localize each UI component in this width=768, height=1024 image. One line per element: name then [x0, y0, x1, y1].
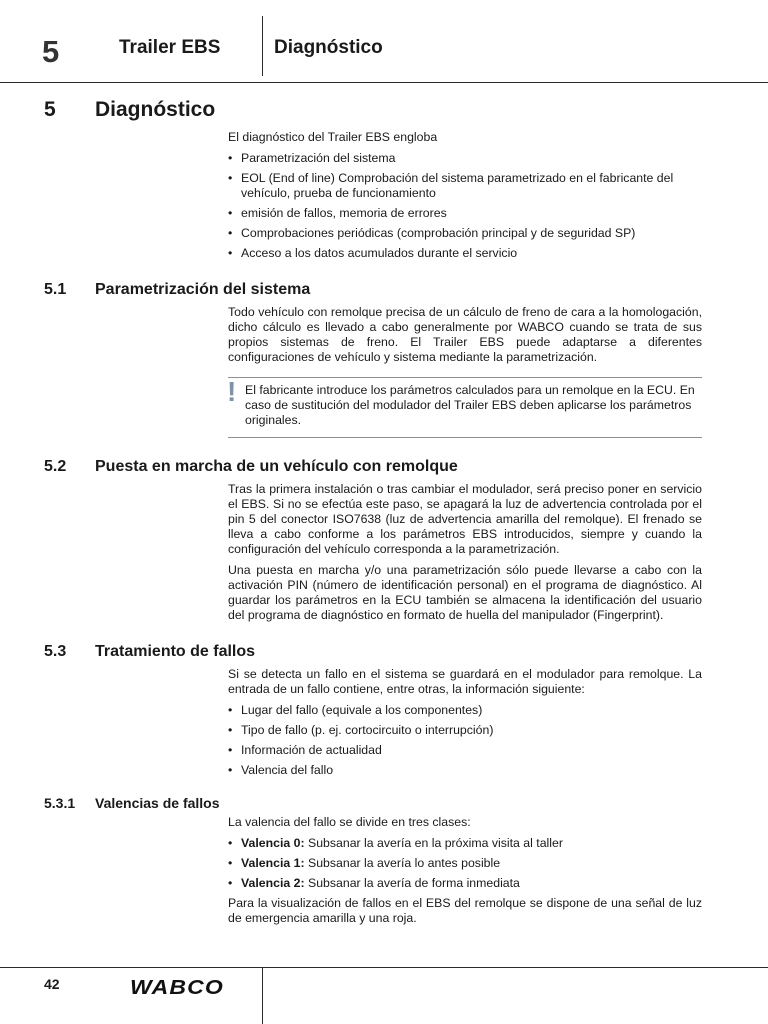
header-product-title: Trailer EBS — [119, 37, 221, 58]
subsection-body — [228, 305, 702, 438]
paragraph: Si se detecta un fallo en el sistema se guardará en el modulador para remolque. La entrada de un fallo contiene, entre otras, la información siguiente: — [228, 667, 702, 696]
header-rule — [0, 82, 768, 83]
bullet-icon: • — [228, 703, 233, 717]
list-item — [228, 856, 702, 871]
subsubsection-title: Valencias de fallos — [95, 795, 220, 811]
subsection-body — [228, 482, 702, 623]
list-item — [228, 743, 702, 758]
subsubsection-body — [228, 815, 702, 926]
subsection-number: 5.1 — [44, 281, 67, 298]
section-title: Diagnóstico — [95, 98, 216, 121]
paragraph: Todo vehículo con remolque precisa de un cálculo de freno de cara a la homologación, dicho cálculo es llevado a cabo generalmente por WABCO cuando se trata de sus propios sistemas de freno. El Trailer EBS puede adaptarse a diferentes configuraciones de vehículo y sistema mediante la parametrización. — [228, 305, 702, 364]
list-item — [228, 246, 702, 261]
section-body — [228, 130, 702, 261]
bullet-icon: • — [228, 763, 233, 777]
paragraph: Para la visualización de fallos en el EBS del remolque se dispone de una señal de luz de emergencia amarilla y una roja. — [228, 896, 702, 925]
paragraph: El diagnóstico del Trailer EBS engloba — [228, 130, 438, 144]
section-number: 5 — [44, 98, 56, 121]
bullet-icon: • — [228, 226, 233, 240]
subsection-heading — [0, 458, 768, 482]
footer-divider — [262, 967, 263, 1024]
bullet-icon: • — [228, 743, 233, 757]
page-content — [0, 96, 768, 932]
subsection-body — [228, 667, 702, 778]
bullet-list — [228, 703, 702, 778]
valency-label: Valencia 1: — [241, 856, 305, 870]
bullet-icon: • — [228, 246, 233, 260]
wabco-logo: WABCO — [130, 977, 224, 999]
list-item-text: Parametrización del sistema — [241, 151, 396, 165]
valency-text: Subsanar la avería lo antes posible — [304, 856, 501, 870]
section-heading — [0, 96, 768, 130]
valency-text: Subsanar la avería en la próxima visita al taller — [304, 836, 563, 850]
list-item — [228, 723, 702, 738]
subsection-number: 5.3 — [44, 643, 67, 660]
page-number: 42 — [44, 976, 60, 992]
subsubsection-number: 5.3.1 — [44, 795, 76, 811]
list-item — [228, 703, 702, 718]
list-item — [228, 226, 702, 241]
chapter-number: 5 — [42, 34, 60, 69]
subsection-title: Puesta en marcha de un vehículo con remolque — [95, 458, 458, 475]
list-item — [228, 206, 702, 221]
valency-label: Valencia 0: — [241, 836, 305, 850]
bullet-icon: • — [228, 876, 233, 890]
bullet-icon: • — [228, 836, 233, 850]
subsubsection-heading — [0, 795, 768, 815]
bullet-list — [228, 151, 702, 261]
bullet-icon: • — [228, 723, 233, 737]
valency-text: Subsanar la avería de forma inmediata — [304, 876, 520, 890]
list-item-text: Acceso a los datos acumulados durante el servicio — [241, 246, 518, 260]
header-chapter-title: Diagnóstico — [274, 37, 383, 58]
bullet-icon: • — [228, 856, 233, 870]
paragraph: Tras la primera instalación o tras cambiar el modulador, será preciso poner en servicio el EBS. Si no se efectúa este paso, se apagará la luz de advertencia controlada por el pin 5 del conector ISO7638 (luz de advertencia amarilla del remolque). El frenado se lleva a cabo conforme a los parámetros EBS introducidos, siempre y cuando la configuración del vehículo corresponda a la parametrización. — [228, 482, 702, 556]
paragraph: La valencia del fallo se divide en tres clases: — [228, 815, 471, 829]
subsection-title: Tratamiento de fallos — [95, 643, 256, 660]
note-box — [228, 377, 702, 438]
header-divider — [262, 16, 263, 76]
exclamation-icon: ! — [227, 376, 237, 407]
list-item-text: Información de actualidad — [241, 743, 382, 757]
list-item — [228, 763, 702, 778]
bullet-icon: • — [228, 206, 233, 220]
bullet-icon: • — [228, 171, 233, 185]
bullet-list — [228, 836, 702, 891]
list-item — [228, 171, 702, 201]
list-item — [228, 836, 702, 851]
list-item-text: EOL (End of line) Comprobación del sistema parametrizado en el fabricante del vehículo, prueba de funcionamiento — [241, 171, 674, 200]
list-item-text: Tipo de fallo (p. ej. cortocircuito o interrupción) — [241, 723, 494, 737]
list-item-text: Valencia del fallo — [241, 763, 334, 777]
page-header — [0, 0, 768, 84]
list-item-text: Comprobaciones periódicas (comprobación principal y de seguridad SP) — [241, 226, 636, 240]
subsection-title: Parametrización del sistema — [95, 281, 311, 298]
note-text: El fabricante introduce los parámetros calculados para un remolque en la ECU. En caso de sustitución del modulador del Trailer EBS deben aplicarse los parámetros originales. — [245, 383, 695, 427]
list-item — [228, 151, 702, 166]
subsection-number: 5.2 — [44, 458, 67, 475]
subsection-heading — [0, 643, 768, 667]
valency-label: Valencia 2: — [241, 876, 305, 890]
list-item — [228, 876, 702, 891]
footer-rule — [0, 967, 768, 968]
bullet-icon: • — [228, 151, 233, 165]
list-item-text: emisión de fallos, memoria de errores — [241, 206, 447, 220]
paragraph: Una puesta en marcha y/o una parametrización sólo puede llevarse a cabo con la activación PIN (número de identificación personal) en el programa de diagnóstico. Al guardar los parámetros en la ECU también se almacena la identificación del usuario del programa de diagnóstico en formato de huella del manipulador (Fingerprint). — [228, 563, 702, 622]
list-item-text: Lugar del fallo (equivale a los componentes) — [241, 703, 483, 717]
subsection-heading — [0, 281, 768, 305]
